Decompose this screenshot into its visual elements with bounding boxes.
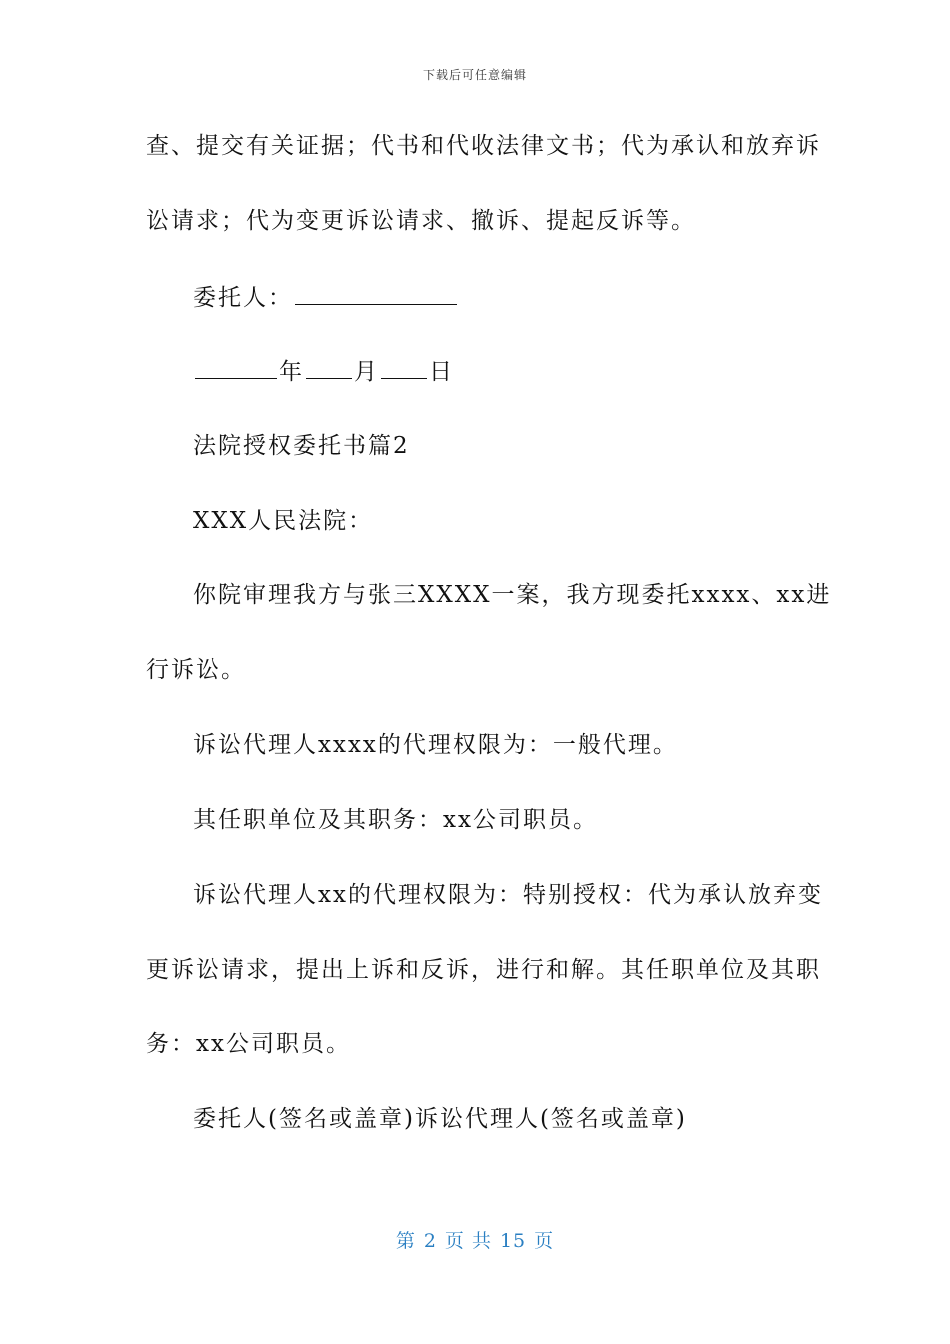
signer-label: 委托人： — [193, 285, 293, 311]
body-line-11: 诉讼代理人xx的代理权限为：特别授权：代为承认放弃变 — [193, 882, 823, 908]
body-line-13: 务：xx公司职员。 — [146, 1031, 351, 1057]
body-line-9: 诉讼代理人xxxx的代理权限为：一般代理。 — [193, 732, 678, 758]
section-heading: 法院授权委托书篇2 — [193, 433, 410, 459]
date-line — [193, 356, 454, 387]
body-line-8: 行诉讼。 — [146, 657, 246, 683]
addressee: XXX人民法院： — [193, 508, 374, 534]
signer-line — [193, 282, 459, 313]
body-line-7: 你院审理我方与张三XXXX一案，我方现委托xxxx、xx进 — [193, 582, 832, 608]
month-blank — [306, 356, 352, 379]
year-label: 年 — [279, 359, 304, 385]
footer-current-page: 2 — [423, 1230, 437, 1252]
body-line-10: 其任职单位及其职务：xx公司职员。 — [193, 807, 598, 833]
body-line-1: 查、提交有关证据；代书和代收法律文书；代为承认和放弃诉 — [146, 133, 821, 159]
year-blank — [195, 356, 277, 379]
footer-middle: 页 共 — [444, 1230, 492, 1252]
body-line-2: 讼请求；代为变更诉讼请求、撤诉、提起反诉等。 — [146, 208, 696, 234]
page-footer — [0, 1226, 950, 1253]
day-blank — [381, 356, 427, 379]
signature-line: 委托人(签名或盖章)诉讼代理人(签名或盖章) — [193, 1106, 687, 1132]
signer-blank — [295, 282, 457, 305]
footer-suffix: 页 — [534, 1230, 555, 1252]
month-label: 月 — [354, 359, 379, 385]
footer-total-pages: 15 — [499, 1230, 527, 1252]
body-line-12: 更诉讼请求，提出上诉和反诉，进行和解。其任职单位及其职 — [146, 957, 821, 983]
footer-prefix: 第 — [395, 1230, 416, 1252]
day-label: 日 — [429, 359, 454, 385]
header-note: 下载后可任意编辑 — [422, 68, 527, 82]
